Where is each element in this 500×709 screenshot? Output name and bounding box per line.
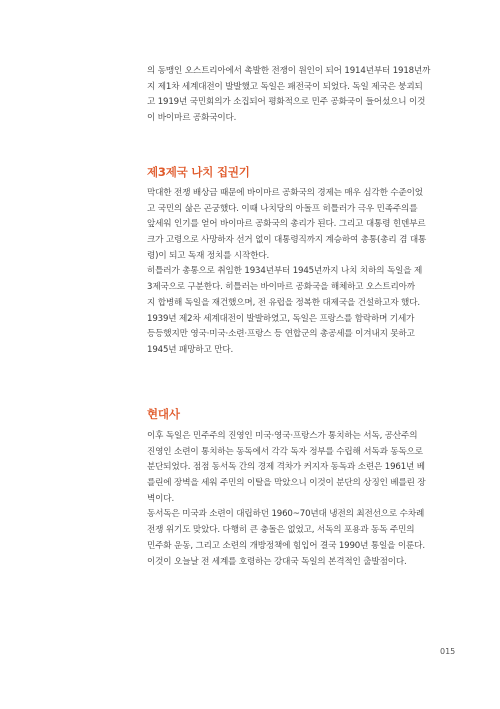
text-line: 이 바이마르 공화국이다.: [147, 113, 237, 124]
page-number: 015: [440, 647, 456, 656]
text-line: 지 제1차 세계대전이 발발했고 독일은 패전국이 되었다. 독일 제국은 붕괴되: [147, 81, 423, 92]
text-line: 벽이다.: [147, 493, 175, 504]
intro-paragraph: [147, 64, 465, 127]
text-line: 전쟁 위기도 맞았다. 다행히 큰 충돌은 없었고, 서독의 포용과 동독 주민의: [147, 525, 415, 536]
text-line: 동서독은 미국과 소련이 대립하던 1960~70년대 냉전의 최전선으로 수차례: [147, 509, 425, 520]
text-line: 분단되었다. 점점 동서독 간의 경제 격차가 커지자 동독과 소련은 1961년 베: [147, 462, 425, 473]
text-line: 등등했지만 영국·미국·소련·프랑스 등 연합군의 총공세를 이겨내지 못하고: [147, 329, 415, 340]
text-line: 막대한 전쟁 배상금 때문에 바이마르 공화국의 경제는 매우 심각한 수준이었: [147, 188, 423, 198]
text-line: 지 합병해 독일을 재건했으며, 전 유럽을 정복한 대제국을 건설하고자 했다.: [147, 297, 420, 308]
text-line: 1939년 제2차 세계대전이 발발하였고, 독일은 프랑스를 함락하며 기세가: [147, 313, 415, 324]
text-line: 이것이 오늘날 전 세계를 호령하는 강대국 독일의 본격적인 출발점이다.: [147, 556, 407, 567]
text-line: 1945년 패망하고 만다.: [147, 344, 234, 355]
section-heading-modern: 현대사: [147, 407, 180, 421]
nazi-section-body: [147, 186, 465, 359]
text-line: 3제국으로 구분한다. 히틀러는 바이마르 공화국을 해체하고 오스트리아까: [147, 282, 415, 293]
text-line: 고 1919년 국민회의가 소집되어 평화적으로 민주 공화국이 들어섰으니 이것: [147, 97, 426, 108]
text-line: 를린에 장벽을 세워 주민의 이탈을 막았으니 이것이 분단의 상징인 베를린 장: [147, 478, 426, 489]
text-line: 앞세워 인기를 얻어 바이마르 공화국의 총리가 된다. 그리고 대통령 힌덴부르: [147, 219, 426, 230]
text-line: 령)이 되고 독재 정치를 시작한다.: [147, 250, 270, 261]
section-heading-nazi: 제3제국 나치 집권기: [147, 165, 250, 179]
text-line: 고 국민의 삶은 곤궁했다. 이때 나치당의 아돌프 히틀러가 극우 민족주의를: [147, 203, 418, 214]
text-line: 크가 고령으로 사망하자 선거 없이 대통령직까지 계승하여 총통(총리 겸 대통: [147, 235, 427, 246]
text-line: 의 동맹인 오스트리아에서 촉발한 전쟁이 원인이 되어 1914년부터 1918년까: [147, 66, 431, 76]
text-line: 히틀러가 총통으로 취임한 1934년부터 1945년까지 나치 치하의 독일을 제: [147, 266, 423, 277]
text-line: 이후 독일은 민주주의 진영인 미국·영국·프랑스가 통치하는 서독, 공산주의: [147, 431, 418, 441]
text-line: 진영인 소련이 통치하는 동독에서 각각 독자 정부를 수립해 서독과 동독으로: [147, 446, 423, 457]
text-line: 민주화 운동, 그리고 소련의 개방정책에 힘입어 결국 1990년 통일을 이룬다.: [147, 540, 425, 551]
modern-section-body: [147, 429, 465, 570]
